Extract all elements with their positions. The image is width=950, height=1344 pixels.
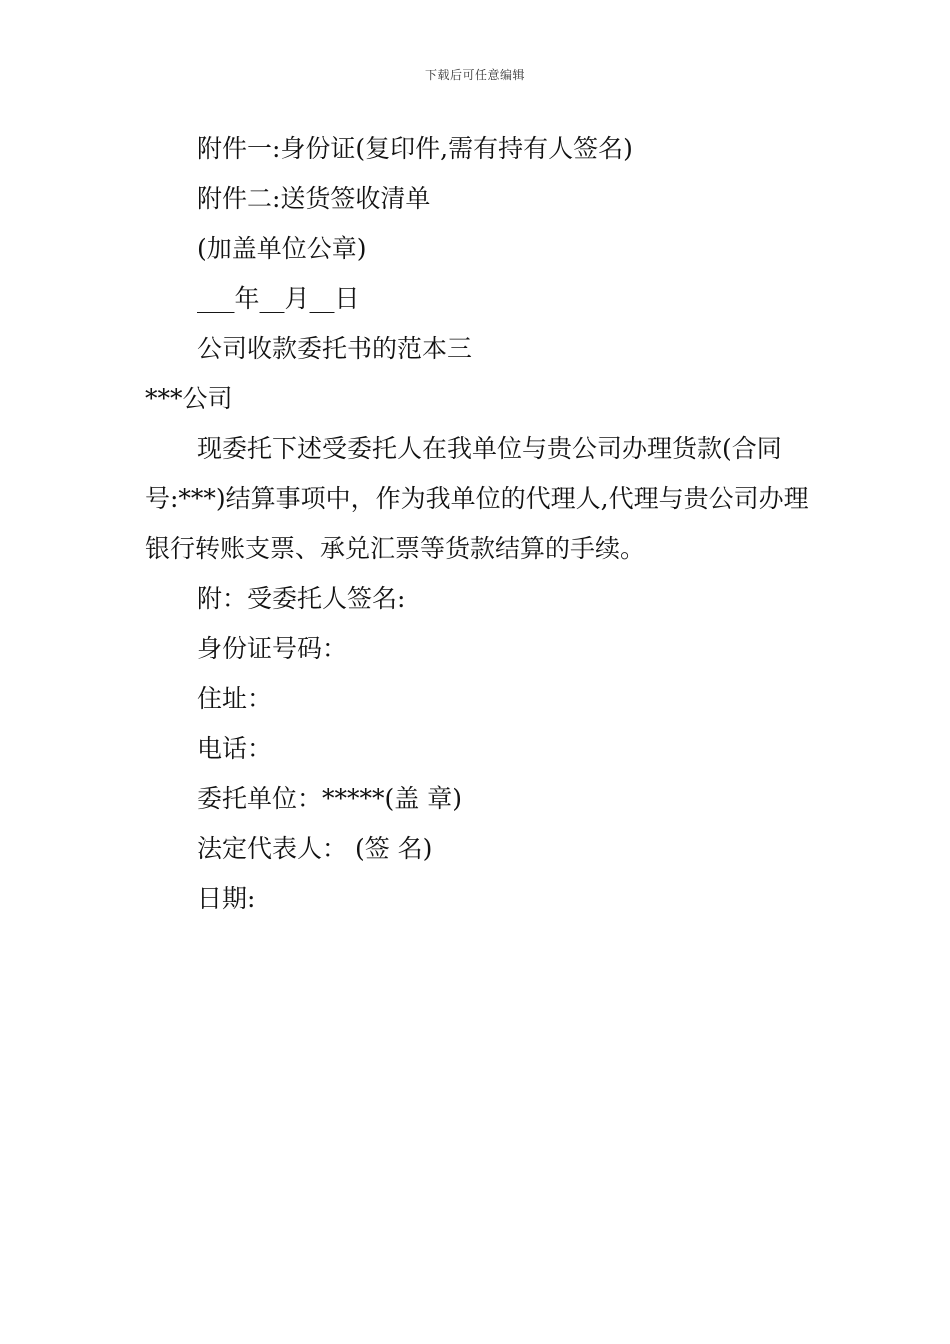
body-paragraph: 现委托下述受委托人在我单位与贵公司办理货款(合同号:***)结算事项中，作为我单位的代理人,代理与贵公司办理银行转账支票、承兑汇票等货款结算的手续。 <box>145 434 809 563</box>
id-number-line: 身份证号码： <box>197 634 348 663</box>
date-blank-line: ___年__月__日 <box>197 284 360 313</box>
page-header-note: 下载后可任意编辑 <box>424 68 525 82</box>
document-body <box>145 124 815 924</box>
seal-note-line: (加盖单位公章) <box>197 234 367 263</box>
date-line: 日期: <box>197 884 256 913</box>
attachment-2-line: 附件二:送货签收清单 <box>197 184 431 213</box>
phone-line: 电话： <box>197 734 273 763</box>
attachment-1-line: 附件一:身份证(复印件,需有持有人签名) <box>197 134 633 163</box>
section-title: 公司收款委托书的范本三 <box>197 334 473 363</box>
addressee-line: ***公司 <box>145 384 233 413</box>
entrusting-unit-line: 委托单位：*****(盖 章) <box>197 784 462 813</box>
legal-representative-line: 法定代表人： (签 名) <box>197 834 433 863</box>
trustee-signature-line: 附：受委托人签名: <box>197 584 406 613</box>
address-line: 住址： <box>197 684 273 713</box>
